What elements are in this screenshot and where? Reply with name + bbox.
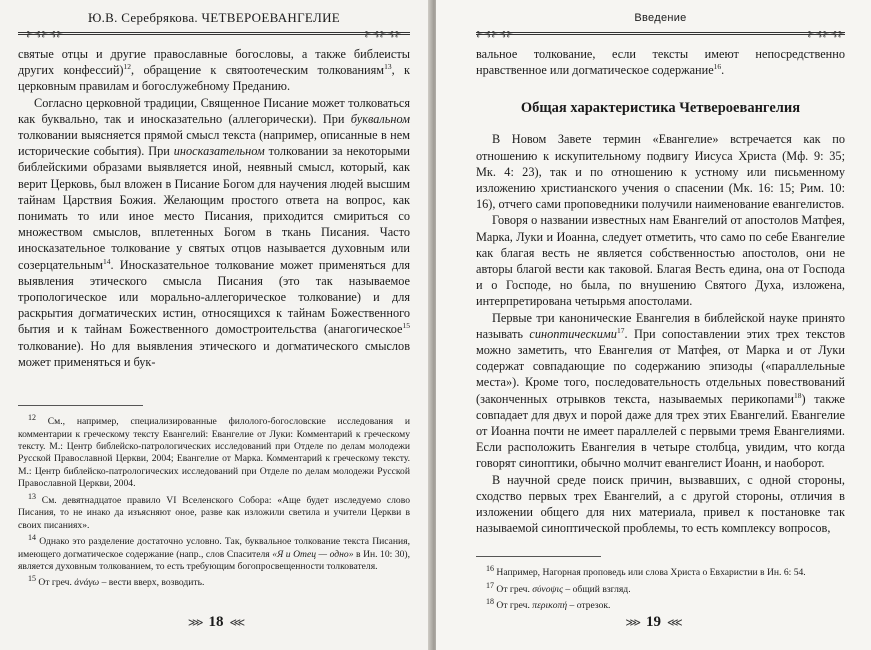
emphasis: буквальном (350, 111, 410, 126)
footnote: $^{14}$ Однако это разделение достаточно условно. Так, буквальное толкование текста Писания, имеющего догматическое содержание (напр., слов Спасителя «Я и Отец — одно» в Ин. 10: 30), является духовным толкованием, то есть требующим богопросвещенности толкователя. (18, 533, 411, 573)
ornament-icon: ⊱⊰⊱⊰⊱ (807, 29, 845, 39)
header-rule (476, 32, 845, 35)
footnote-ref: 14 (103, 256, 111, 266)
left-body-text (18, 46, 410, 370)
right-running-head (476, 0, 845, 40)
paragraph: Согласно церковной традиции, Священное Писание может толковаться как буквально, так и иносказательно (аллегорически). При буквальном толковании выясняется прямой смысл текста (например, описанные в нем исторические события). При иносказательном толковании за некоторыми библейскими образами выявляется иной, неявный смысл, который, как верит Церковь, был вложен в Писание Богом для научения людей высшим тайнам Царствия Божия. Желающим простого ответа на вопрос, как понимать то или иное место Писания, приходится смириться со множеством смыслов, вплетенных Богом в ткань Писания. Часто иносказательное толкование у святых отцов называется духовным или созерцательным$^{14}$. Иносказательное толкование может применяться для выявления этического смысла Писания (это так называемое тропологическое или морально-аллегорическое толкование) и для раскрытия догматических истин, относящихся к тайнам Божественного бытия и к тайнам Божественного домостроительства (анагогическое$^{15}$ толкование). Но для выявления этического и догматического смыслов может применяться и бук- (18, 95, 410, 369)
footnote: $^{12}$ См., например, специализированные филолого-богословские исследования и комментарии к греческому тексту Евангелий: Евангелие от Луки: Комментарий к греческому тексту. М.: Центр библейско-патрологических исследований при Отделе по делам молодежи Русской Православной Церкви, 2004; Евангелие от Марка. Комментарий к греческому тексту. М.: Центр библейско-патрологических исследований при Отделе по делам молодежи Русской Православной Церкви, 2004. (18, 413, 410, 490)
header-rule (18, 32, 410, 35)
paragraph: Говоря о названии известных нам Евангелий от апостолов Матфея, Марка, Луки и Иоанна, следует отметить, что само по себе Евангелие как благая весть не является собственностью апостолов, они не авторы благой вести как таковой. Благая Весть едина, она от Господа и о Господе, но была, по внушению Святого Духа, изложена, интерпретирована четырьмя апостолами. (476, 213, 845, 309)
footnote: $^{18}$ От греч. περικοπή – отрезок. (486, 597, 611, 612)
paragraph: вальное толкование, если тексты имеют непосредственно нравственное или догматическое содержание$^{16}$. (476, 47, 845, 78)
ornament-icon: ⊱⊰⊱⊰⊱ (476, 29, 514, 39)
left-page (0, 0, 432, 650)
running-head-title: Введение (634, 12, 687, 24)
paragraph: Первые три канонические Евангелия в библейской науке принято называть синоптическими$^{17}$. При сопоставлении этих трех текстов можно заметить, что Евангелия от Матфея, от Марка и от Луки содержат совпадающие по содержанию эпизоды («параллельные места»). Кроме того, последовательность отдельных повествований (законченных отрывков текста, называемых перикопами$^{18}$) также совпадает для двух и порой даже для трех этих Евангелий. Евангелие от Иоанна почти не имеет параллелей с первыми тремя Евангелиями. Если расположить Евангелия в четыре столбца, увидим, что когда говорят синоптики, обычно молчит евангелист Иоанн, и наоборот. (476, 310, 846, 471)
footnote: $^{13}$ См. девятнадцатое правило VI Вселенского Собора: «Аще будет изследуемо слово Писания, то не инако да изъясняют оное, разве как изложили светила и учители Церкви в своих писаниях». (18, 491, 410, 531)
footnote: $^{15}$ От греч. ἀνάγω – вести вверх, возводить. (28, 574, 205, 589)
footnote-rule (476, 556, 601, 557)
right-body-text (476, 46, 845, 536)
swirl-icon: ⋘ (667, 617, 682, 629)
swirl-icon: ⋙ (625, 617, 640, 629)
running-head-title: Ю.В. Серебрякова. ЧЕТВЕРОЕВАНГЕЛИЕ (87, 10, 341, 25)
emphasis: синоптическими (529, 326, 617, 341)
footnote: $^{17}$ От греч. σύνοψις – общий взгляд. (486, 580, 631, 595)
swirl-icon: ⋘ (229, 617, 245, 629)
paragraph: святые отцы и другие православные богословы, а также библеисты других конфессий)$^{12}$, обращение к святоотеческим толкованиям$^{13}$, к церковным правилам и богослужебному Преданию. (18, 47, 410, 94)
ornament-icon: ⊱⊰⊱⊰⊱ (364, 29, 402, 39)
footnote-ref: 12 (123, 62, 132, 72)
paragraph: В научной среде поиск причин, вызвавших, с одной стороны, сходство первых трех Евангелий, а с другой стороны, отличия в изложении общего для них материала, привел к постановке так называемой синоптической проблемы, то есть комплексу вопросов, (476, 472, 845, 536)
right-footnotes (476, 556, 845, 613)
left-running-head (18, 0, 410, 40)
right-page (436, 0, 871, 650)
page-number: ⋙ 18 ⋘ (187, 614, 245, 630)
footnote-ref: 16 (713, 62, 722, 72)
footnote-rule (18, 405, 143, 406)
footnote: $^{16}$ Например, Нагорная проповедь или слова Христа о Евхаристии в Ин. 6: 54. (486, 564, 806, 579)
left-footnotes (18, 405, 410, 590)
swirl-icon: ⋙ (187, 617, 203, 629)
footnote-ref: 17 (616, 325, 625, 335)
emphasis: иносказательном (173, 144, 265, 159)
footnote-ref: 15 (402, 321, 410, 331)
paragraph: В Новом Завете термин «Евангелие» встречается как по отношению к искупительному подвигу Иисуса Христа (Мф. 9: 35; Мк. 4: 23), так и по отношению к устному или письменному изложению христианского учения о спасении (Мк. 16: 15; Рим. 10: 16), отчего сами проповедники получили наименование евангелистов. (476, 132, 845, 212)
footnote-ref: 18 (794, 390, 802, 400)
section-heading: Общая характеристика Четвероевангелия (520, 100, 801, 117)
footnote-ref: 13 (384, 62, 392, 72)
page-number: ⋙ 19 ⋘ (625, 614, 682, 630)
ornament-icon: ⊱⊰⊱⊰⊱ (26, 29, 64, 39)
